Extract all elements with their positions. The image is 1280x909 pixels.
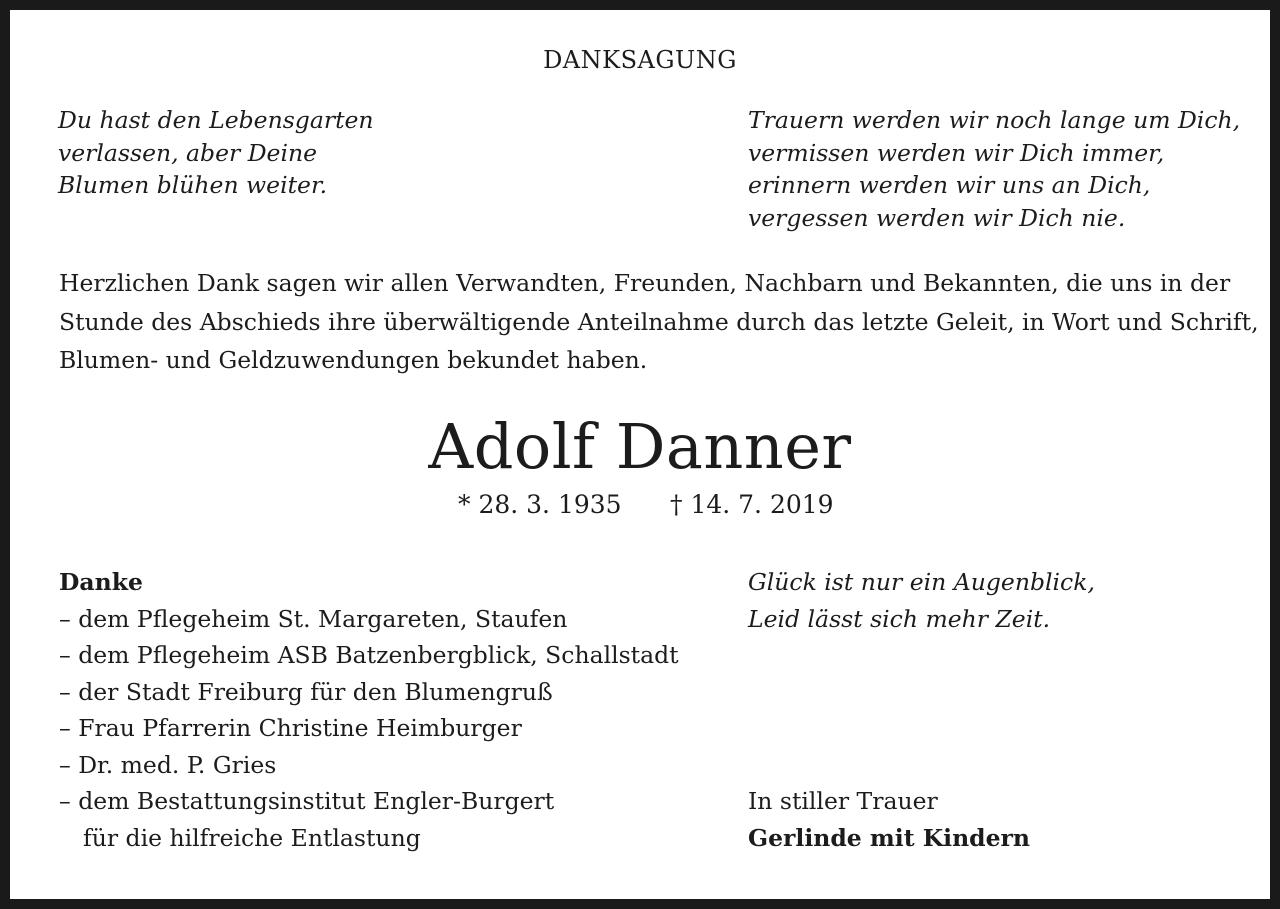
verse-right-line: vermissen werden wir Dich immer, [748,138,1165,167]
list-item: – der Stadt Freiburg für den Blumengruß [59,677,553,706]
verse-right-line: erinnern werden wir uns an Dich, [748,171,1151,199]
verse-left-line: verlassen, aber Deine [58,138,318,167]
paragraph-line: Stunde des Abschieds ihre überwältigende Anteilnahme durch das letzte Geleit, in Wort und Schrift, [59,307,1259,336]
verse-right-line: vergessen werden wir Dich nie. [748,203,1126,232]
list-item: – Frau Pfarrerin Christine Heimburger [59,714,522,742]
verse-left-line: Blumen blühen weiter. [58,171,328,199]
list-item-continuation: für die hilfreiche Entlastung [83,823,421,852]
paragraph-line: Blumen- und Geldzuwendungen bekundet haben. [59,346,648,374]
quote-line: Glück ist nur ein Augenblick, [748,568,1095,596]
verse-left-line: Du hast den Lebensgarten [58,106,374,134]
deceased-name: Adolf Danner [428,410,852,483]
signers: Gerlinde mit Kindern [748,823,1031,852]
thanks-list [59,564,679,856]
list-item: – dem Pflegeheim St. Margareten, Staufen [59,604,568,633]
death-date: † 14. 7. 2019 [670,490,834,519]
closing-quote [748,564,1095,637]
paragraph-line: Herzlichen Dank sagen wir allen Verwandten, Freunden, Nachbarn und Bekannten, die uns in der [59,269,1231,297]
mourning-label: In stiller Trauer [748,787,938,815]
verse-right [748,104,1240,234]
birth-date: * 28. 3. 1935 [458,490,622,519]
list-item: – dem Pflegeheim ASB Batzenbergblick, Schallstadt [59,641,679,669]
page-title: DANKSAGUNG [543,46,737,74]
verse-right-line: Trauern werden wir noch lange um Dich, [748,106,1241,134]
quote-line: Leid lässt sich mehr Zeit. [748,604,1051,633]
list-item: – dem Bestattungsinstitut Engler-Burgert [59,787,555,815]
list-item: – Dr. med. P. Gries [59,750,277,779]
mourning-signature [748,783,1030,856]
thank-you-paragraph [59,264,1259,380]
thanks-title: Danke [59,568,143,596]
verse-left [58,104,374,202]
